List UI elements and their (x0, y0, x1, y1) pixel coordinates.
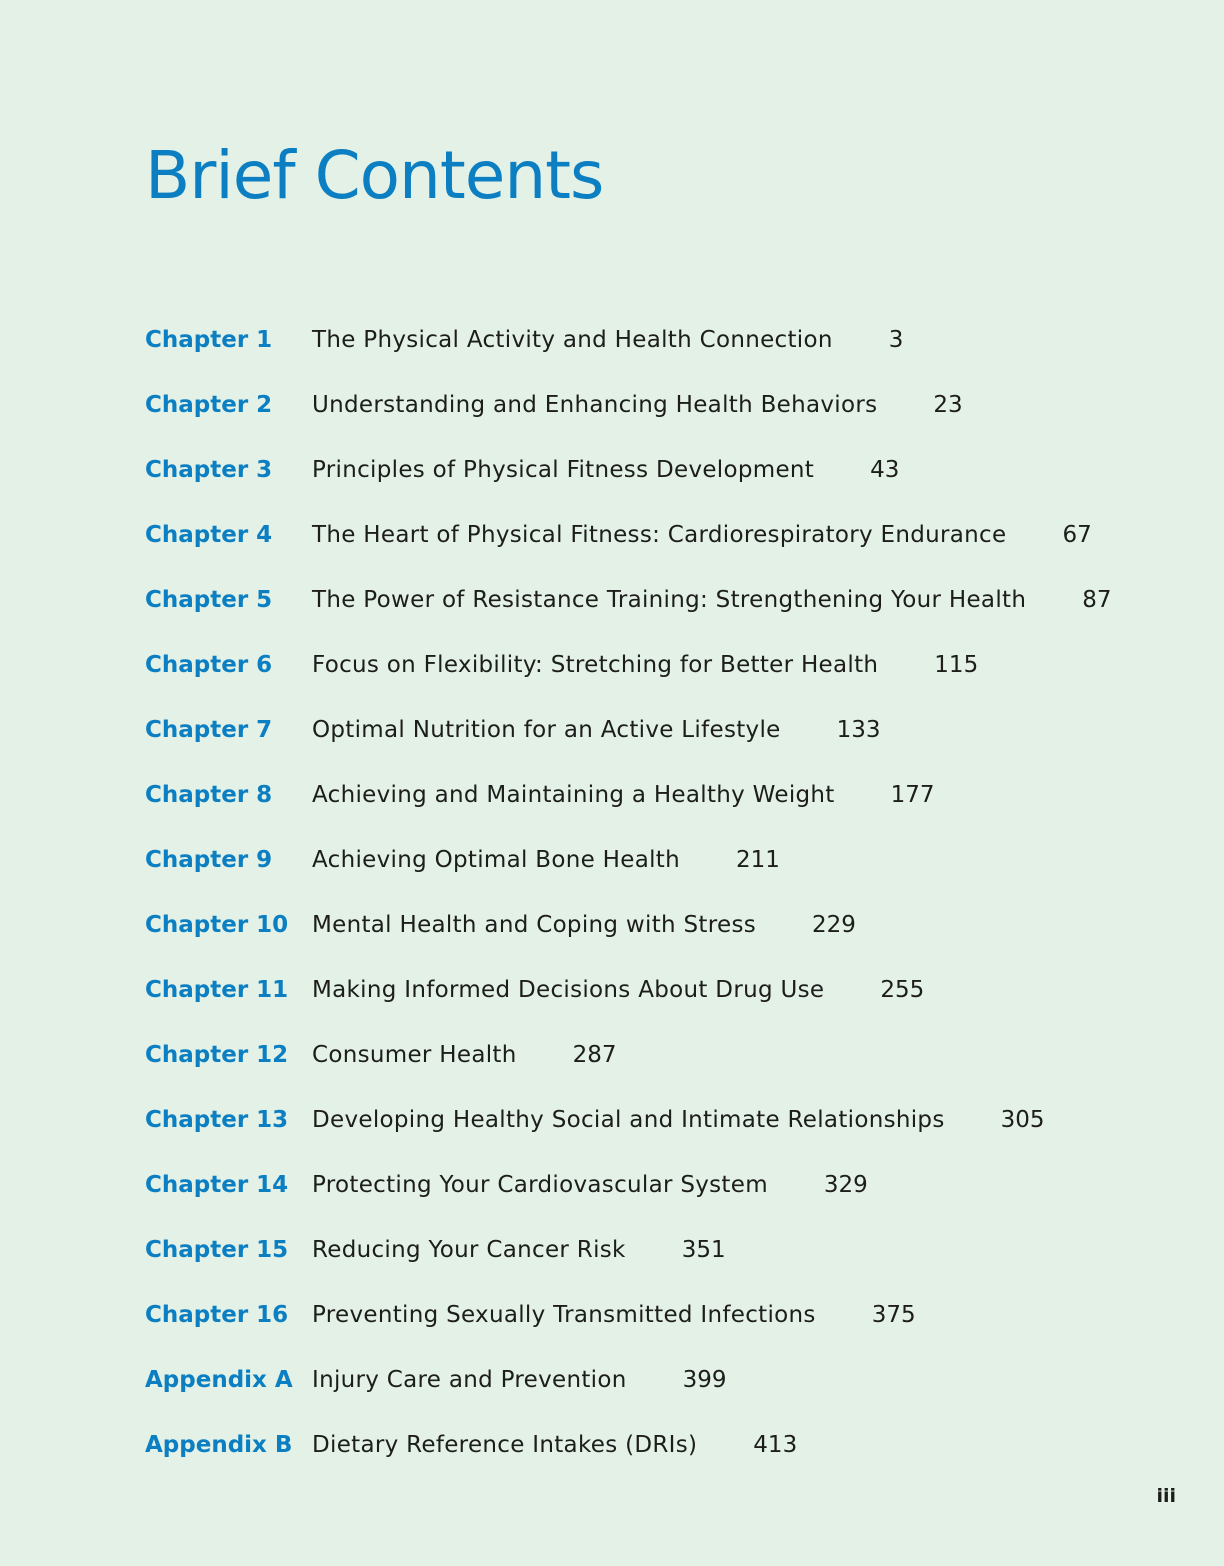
toc-entry-page: 375 (871, 1302, 916, 1328)
toc-entry-page: 351 (681, 1237, 726, 1263)
toc-entry[interactable] (145, 308, 1145, 373)
toc-entry-label: Chapter 11 (145, 977, 289, 1003)
table-of-contents (145, 308, 1145, 1478)
toc-entry-page: 305 (1000, 1107, 1045, 1133)
toc-entry-page: 211 (736, 847, 780, 873)
toc-entry-title: Reducing Your Cancer Risk (312, 1237, 626, 1263)
toc-entry-page: 133 (836, 717, 881, 743)
toc-entry-page: 229 (812, 912, 856, 938)
toc-entry[interactable] (145, 1413, 1145, 1478)
toc-entry-page: 399 (682, 1367, 727, 1393)
toc-entry-label: Chapter 8 (145, 782, 273, 808)
toc-entry-title: Preventing Sexually Transmitted Infections (312, 1302, 816, 1328)
toc-entry[interactable] (145, 1088, 1145, 1153)
toc-entry-page: 115 (934, 652, 979, 678)
toc-entry[interactable] (145, 568, 1145, 633)
toc-entry-label: Chapter 13 (145, 1107, 289, 1133)
toc-entry-title: The Power of Resistance Training: Strengthening Your Health (312, 587, 1027, 613)
toc-entry-label: Chapter 15 (145, 1237, 289, 1263)
toc-entry-title: Achieving Optimal Bone Health (312, 847, 681, 873)
toc-entry-page: 67 (1062, 522, 1092, 548)
toc-entry-label: Chapter 6 (145, 652, 273, 678)
page-number: iii (1156, 1485, 1176, 1507)
toc-entry-page: 87 (1082, 587, 1112, 613)
toc-entry[interactable] (145, 1153, 1145, 1218)
toc-entry-title: Mental Health and Coping with Stress (312, 912, 757, 938)
toc-entry-label: Appendix A (145, 1367, 293, 1393)
toc-entry[interactable] (145, 763, 1145, 828)
toc-entry[interactable] (145, 633, 1145, 698)
toc-entry-page: 43 (870, 457, 900, 483)
toc-entry-title: Developing Healthy Social and Intimate Relationships (312, 1107, 945, 1133)
toc-entry[interactable] (145, 958, 1145, 1023)
toc-entry-page: 3 (888, 327, 904, 353)
toc-entry-title: The Physical Activity and Health Connection (312, 327, 833, 353)
toc-entry-label: Chapter 16 (145, 1302, 289, 1328)
toc-entry-page: 413 (753, 1432, 798, 1458)
toc-entry-page: 177 (890, 782, 935, 808)
toc-entry-title: Dietary Reference Intakes (DRIs) (312, 1432, 698, 1458)
toc-entry-title: Optimal Nutrition for an Active Lifestyle (312, 717, 781, 743)
toc-entry-label: Chapter 12 (145, 1042, 289, 1068)
toc-entry[interactable] (145, 1283, 1145, 1348)
toc-entry-page: 287 (572, 1042, 617, 1068)
toc-entry-title: Principles of Physical Fitness Development (312, 457, 815, 483)
toc-entry[interactable] (145, 503, 1145, 568)
toc-entry-label: Chapter 9 (145, 847, 273, 873)
toc-entry-label: Chapter 4 (145, 522, 273, 548)
toc-entry[interactable] (145, 1218, 1145, 1283)
toc-entry-label: Chapter 2 (145, 392, 273, 418)
toc-entry-title: Injury Care and Prevention (312, 1367, 627, 1393)
toc-entry[interactable] (145, 438, 1145, 503)
toc-entry[interactable] (145, 1023, 1145, 1088)
toc-entry[interactable] (145, 828, 1145, 893)
page-title: Brief Contents (145, 137, 604, 214)
toc-entry-title: Understanding and Enhancing Health Behaviors (312, 392, 878, 418)
toc-entry-label: Chapter 5 (145, 587, 273, 613)
toc-entry-label: Chapter 7 (145, 717, 273, 743)
toc-entry-page: 255 (880, 977, 925, 1003)
toc-entry-title: Making Informed Decisions About Drug Use (312, 977, 825, 1003)
toc-entry-label: Chapter 1 (145, 327, 273, 353)
toc-entry-title: Achieving and Maintaining a Healthy Weight (312, 782, 835, 808)
toc-entry-label: Chapter 3 (145, 457, 273, 483)
toc-entry-label: Appendix B (145, 1432, 293, 1458)
toc-entry-title: Focus on Flexibility: Stretching for Better Health (312, 652, 879, 678)
toc-entry-label: Chapter 14 (145, 1172, 289, 1198)
toc-entry[interactable] (145, 698, 1145, 763)
toc-entry-title: The Heart of Physical Fitness: Cardiorespiratory Endurance (312, 522, 1007, 548)
toc-entry-page: 23 (933, 392, 963, 418)
toc-entry-page: 329 (823, 1172, 868, 1198)
toc-entry-title: Consumer Health (312, 1042, 517, 1068)
toc-entry[interactable] (145, 893, 1145, 958)
toc-entry[interactable] (145, 373, 1145, 438)
toc-entry[interactable] (145, 1348, 1145, 1413)
toc-entry-label: Chapter 10 (145, 912, 289, 938)
toc-entry-title: Protecting Your Cardiovascular System (312, 1172, 768, 1198)
